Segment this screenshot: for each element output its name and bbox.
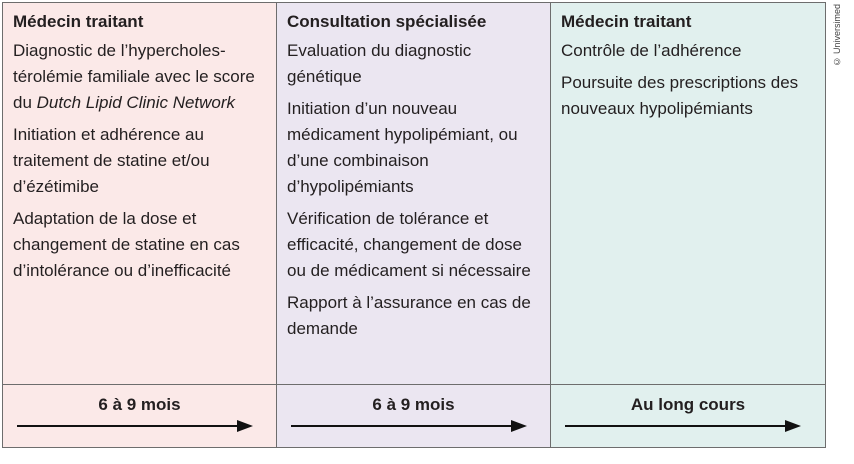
step-item: Initiation et adhérence au traitement de statine et/ou d’ézétimibe bbox=[13, 125, 210, 196]
duration-label: 6 à 9 mois bbox=[372, 395, 455, 414]
score-name: Dutch Lipid Clinic Network bbox=[36, 93, 236, 112]
duration-cell-2 bbox=[277, 384, 551, 447]
column-title: Consultation spécialisée bbox=[287, 12, 487, 31]
step-item: Poursuite des prescriptions des nouveaux hypolipémiants bbox=[561, 73, 799, 118]
step-item: Contrôle de l’adhérence bbox=[561, 41, 742, 60]
step-item: Rapport à l’assurance en cas de demande bbox=[287, 293, 531, 338]
duration-label: Au long cours bbox=[630, 395, 746, 414]
step-item: Initiation d’un nouveau médicament hypolipémiant, ou d’une combinaison d’hypolipémiants bbox=[287, 99, 518, 196]
copyright-credit: © Universimed bbox=[832, 4, 842, 67]
column-title: Médecin traitant bbox=[13, 12, 144, 31]
arrow-right-icon bbox=[17, 419, 253, 433]
column-title: Médecin traitant bbox=[561, 12, 692, 31]
column-specialist-consultation bbox=[277, 3, 551, 384]
column-general-practitioner-2 bbox=[551, 3, 825, 384]
step-item: Diagnostic de l’hypercholes-térolémie familiale avec le score du Dutch Lipid Clinic Network bbox=[13, 41, 255, 112]
duration-cell-3 bbox=[551, 384, 825, 447]
arrow-right-icon bbox=[291, 419, 527, 433]
duration-cell-1 bbox=[3, 384, 277, 447]
arrow-right-icon bbox=[565, 419, 801, 433]
step-item: Evaluation du diagnostic génétique bbox=[287, 41, 472, 86]
step-item: Adaptation de la dose et changement de statine en cas d’intolérance ou d’inefficacité bbox=[13, 209, 240, 280]
duration-label: 6 à 9 mois bbox=[98, 395, 181, 414]
care-pathway-table bbox=[2, 2, 826, 448]
column-general-practitioner-1 bbox=[3, 3, 277, 384]
step-item: Vérification de tolérance et efficacité, changement de dose ou de médicament si nécessaire bbox=[287, 209, 531, 280]
